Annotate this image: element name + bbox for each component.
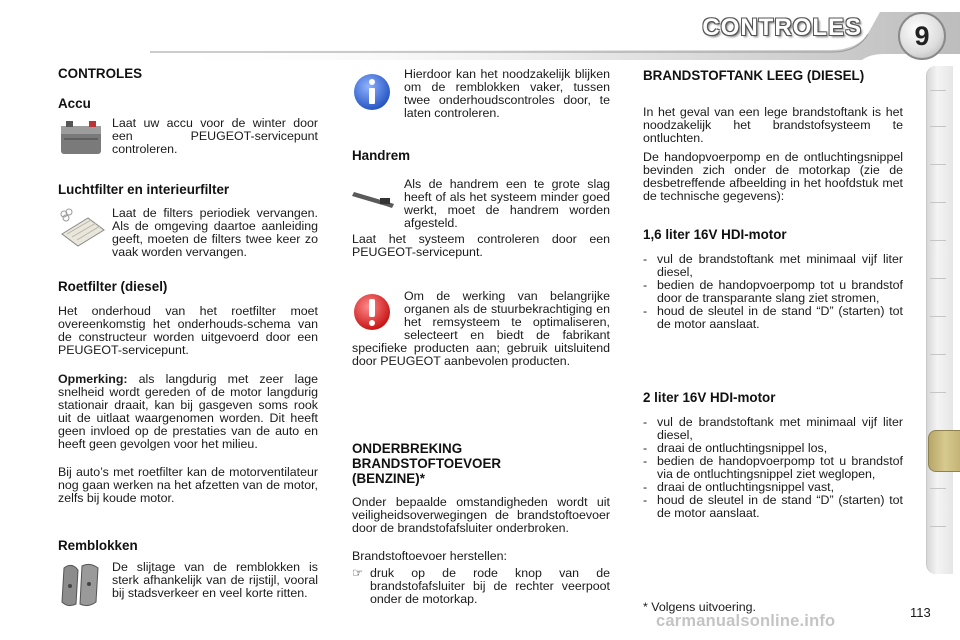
roetfilter-paragraph-1: Het onderhoud van het roetfilter moet overeenkomstig het onderhouds-schema van de constructeur worden uitgevoerd door een PEUGEOT-servicepunt.	[58, 304, 318, 357]
handrem-text: Als de handrem een te grote slag heeft of als het systeem minder goed werkt, moet de handrem worden afgesteld.	[404, 177, 610, 230]
side-tab-divider	[930, 354, 946, 355]
list-item: - bedien de handopvoerpomp tot u brandstof door de transparante slang ziet stromen,	[643, 278, 903, 305]
list-item: - houd de sleutel in de stand “D” (starten) tot de motor aanslaat.	[643, 304, 903, 331]
watermark: carmanualsonline.info	[656, 612, 836, 630]
list-item: - draai de ontluchtingsnippel vast,	[643, 480, 835, 494]
heading-accu: Accu	[58, 96, 91, 111]
heading-luchtfilter: Luchtfilter en interieurfilter	[58, 182, 230, 197]
chapter-side-tabs	[926, 66, 953, 574]
accu-text: Laat uw accu voor de winter door een PEUGEOT-servicepunt controleren.	[112, 116, 318, 156]
brake-pads-icon	[58, 560, 102, 610]
opmerking-text: als langdurig met zeer lage snelheid wordt gereden of de motor langdurig stationair draait, kan bij gasgeven soms rook uit de uitlaat waargenomen worden. Dit heeft geen invloed op de prestaties van de auto en heeft geen gevolgen voor het milieu.	[58, 372, 318, 451]
opmerking-label: Opmerking:	[58, 372, 128, 386]
side-tab-divider	[930, 392, 946, 393]
side-tab-active-chapter-9[interactable]	[928, 430, 960, 472]
chapter-number-badge: 9	[898, 12, 946, 60]
section-title-controles: CONTROLES	[58, 66, 143, 81]
list-item: - vul de brandstoftank met minimaal vijf liter diesel,	[643, 252, 903, 279]
heading-hdi-2: 2 liter 16V HDI-motor	[643, 390, 776, 405]
side-tab-divider	[930, 126, 946, 127]
info-icon	[352, 70, 392, 114]
heading-onderbreking: ONDERBREKING BRANDSTOFTOEVOER (BENZINE)*	[352, 441, 502, 486]
roetfilter-paragraph-3: Bij auto’s met roetfilter kan de motorventilateur nog gaan werken na het afzetten van de motor, zelfs bij koude motor.	[58, 465, 318, 505]
heading-remblokken: Remblokken	[58, 538, 138, 553]
tank-paragraph-2: De handopvoerpomp en de ontluchtingsnippel bevinden zich onder de motorkap (zie de desbetreffende afbeelding in het hoofdstuk met de technische gegevens):	[643, 150, 903, 203]
list-item: - bedien de handopvoerpomp tot u brandstof via de ontluchtingsnippel ziet weglopen,	[643, 454, 903, 481]
tank-paragraph-1: In het geval van een lege brandstoftank is het noodzakelijk het brandstofsysteem te ontluchten.	[643, 105, 903, 145]
handrem-text-2: Laat het systeem controleren door een PEUGEOT-servicepunt.	[352, 232, 610, 259]
handbrake-icon	[352, 184, 396, 210]
heading-hdi-16: 1,6 liter 16V HDI-motor	[643, 227, 787, 242]
roetfilter-paragraph-2	[58, 373, 318, 451]
warning-text-block	[352, 290, 610, 368]
info-text-line-start	[404, 68, 610, 120]
battery-icon	[58, 116, 104, 158]
hdi-2-steps	[643, 416, 903, 520]
side-tab-divider	[930, 202, 946, 203]
heading-handrem: Handrem	[352, 148, 411, 163]
footnote: * Volgens uitvoering.	[643, 600, 756, 614]
warning-icon-spacer	[352, 290, 404, 342]
list-item: - draai de ontluchtingsnippel los,	[643, 441, 828, 455]
page-number: 113	[910, 605, 931, 620]
onderbreking-herstellen: Brandstoftoevoer herstellen:	[352, 549, 507, 563]
list-item: - vul de brandstoftank met minimaal vijf liter diesel,	[643, 415, 903, 442]
chapter-title: CONTROLES	[702, 14, 862, 41]
list-item: - houd de sleutel in de stand “D” (starten) tot de motor aanslaat.	[643, 493, 903, 520]
side-tab-divider	[930, 316, 946, 317]
side-tab-divider	[930, 240, 946, 241]
luchtfilter-text: Laat de filters periodiek vervangen. Als de omgeving daartoe aanleiding geeft, moeten de filters twee keer zo vaak worden vervangen.	[112, 206, 318, 259]
hand-pointer-icon: ☞	[352, 566, 364, 580]
heading-roetfilter: Roetfilter (diesel)	[58, 279, 168, 294]
side-tab-divider	[930, 90, 946, 91]
hdi-16-steps	[643, 253, 903, 331]
onderbreking-paragraph: Onder bepaalde omstandigheden wordt uit veiligheidsoverwegingen de brandstoftoevoer door de brandstofafsluiter onderbroken.	[352, 495, 610, 535]
air-filter-icon	[58, 206, 106, 250]
side-tab-divider	[930, 488, 946, 489]
side-tab-divider	[930, 526, 946, 527]
onderbreking-bullet: druk op de rode knop van de brandstofafsluiter bij de rechter veerpoot onder de motorkap.	[370, 566, 610, 606]
remblokken-text: De slijtage van de remblokken is sterk afhankelijk van de rijstijl, vooral bij stadsverkeer en veel korte ritten.	[112, 560, 318, 600]
warning-text: Om de werking van belangrijke organen als de stuurbekrachtiging en het remsysteem te optimaliseren, selecteert en biedt de fabrikant specifieke producten aan; gebruik uitsluitend door PEUGEOT aanbevolen producten.	[352, 289, 610, 368]
info-text: Hierdoor kan het noodzakelijk blijken om de remblokken vaker, tussen twee onderhoudscontroles door, te laten controleren.	[404, 67, 610, 120]
side-tab-divider	[930, 164, 946, 165]
side-tab-divider	[930, 278, 946, 279]
heading-brandstoftank-leeg: BRANDSTOFTANK LEEG (DIESEL)	[643, 68, 865, 83]
